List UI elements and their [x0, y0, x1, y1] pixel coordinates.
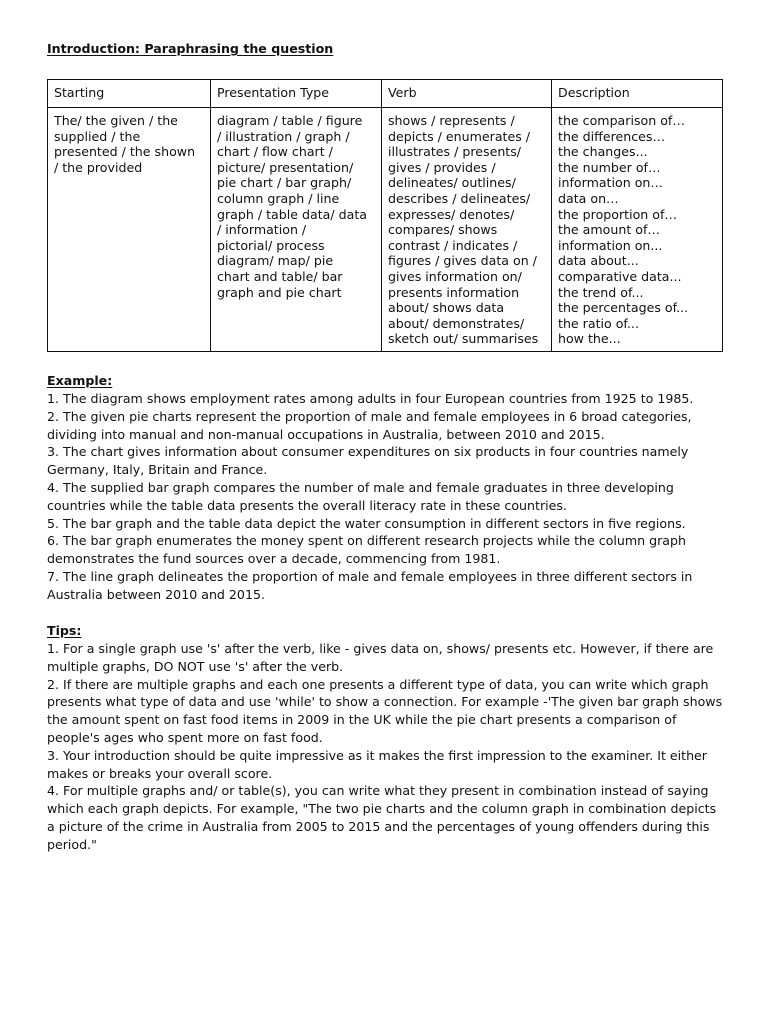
tips-section — [47, 622, 723, 854]
list-item: 4. The supplied bar graph compares the number of male and female graduates in three developing countries while the table data presents the overall literacy rate in these countries. — [47, 479, 674, 513]
list-item: 1. For a single graph use 's' after the verb, like - gives data on, shows/ presents etc. However, if there are multiple graphs, DO NOT use 's' after the verb. — [47, 641, 714, 674]
list-item: 3. The chart gives information about consumer expenditures on six products in four countries namely Germany, Italy, Britain and France. — [47, 444, 689, 478]
header-verb: Verb — [382, 80, 552, 108]
list-item: 2. The given pie charts represent the proportion of male and female employees in 6 broad categories, dividing into manual and non-manual occupations in Australia, between 2010 and 2015. — [47, 408, 692, 442]
paraphrasing-table — [47, 79, 723, 352]
header-presentation-type: Presentation Type — [211, 80, 382, 108]
list-item: 5. The bar graph and the table data depict the water consumption in different sectors in five regions. — [47, 515, 686, 531]
list-item: 6. The bar graph enumerates the money spent on different research projects while the column graph demonstrates the fund sources over a decade, commencing from 1981. — [47, 533, 687, 567]
document-page — [47, 40, 723, 852]
header-starting: Starting — [48, 80, 211, 108]
example-section — [47, 372, 723, 604]
example-title: Example: — [47, 373, 113, 388]
list-item: 3. Your introduction should be quite impressive as it makes the first impression to the examiner. It either makes or breaks your overall score. — [47, 747, 707, 781]
list-item: 4. For multiple graphs and/ or table(s), you can write what they present in combination instead of saying which each graph depicts. For example, "The two pie charts and the column graph in combination depicts a picture of the crime in Australia from 2005 to 2015 and the percentages of young offenders during this period." — [47, 783, 717, 852]
cell-description: the comparison of… the differences… the changes... the number of… information on… data on… the proportion of… the amount of… information on... data about... comparative data... the trend of... the percentages of... the ratio of... how the... — [552, 108, 723, 352]
cell-presentation-type: diagram / table / figure / illustration / graph / chart / flow chart / picture/ presentation/ pie chart / bar graph/ column graph / line graph / table data/ data / information / pictorial/ process diagram/ map/ pie chart and table/ bar graph and pie chart — [211, 108, 382, 352]
table-row — [48, 108, 723, 352]
tips-list — [47, 640, 723, 854]
list-item: 2. If there are multiple graphs and each one presents a different type of data, you can write which graph presents what type of data and use 'while' to show a connection. For example -'The given bar graph shows the amount spent on fast food items in 2009 in the UK while the pie chart presents a comparison of people's ages who spent more on fast food. — [47, 676, 723, 745]
tips-title: Tips: — [47, 623, 82, 638]
cell-starting: The/ the given / the supplied / the presented / the shown / the provided — [48, 108, 211, 352]
list-item: 7. The line graph delineates the proportion of male and female employees in three different sectors in Australia between 2010 and 2015. — [47, 568, 693, 602]
table-header-row — [48, 80, 723, 108]
cell-verb: shows / represents / depicts / enumerates / illustrates / presents/ gives / provides / delineates/ outlines/ describes / delineates/ expresses/ denotes/ compares/ shows contrast / indicates / figures / gives data on / gives information on/ presents information about/ shows data about/ demonstrates/ sketch out/ summarises — [382, 108, 552, 352]
page-title: Introduction: Paraphrasing the question — [47, 41, 334, 56]
header-description: Description — [552, 80, 723, 108]
list-item: 1. The diagram shows employment rates among adults in four European countries from 1925 to 1985. — [47, 391, 694, 406]
example-list — [47, 390, 723, 604]
